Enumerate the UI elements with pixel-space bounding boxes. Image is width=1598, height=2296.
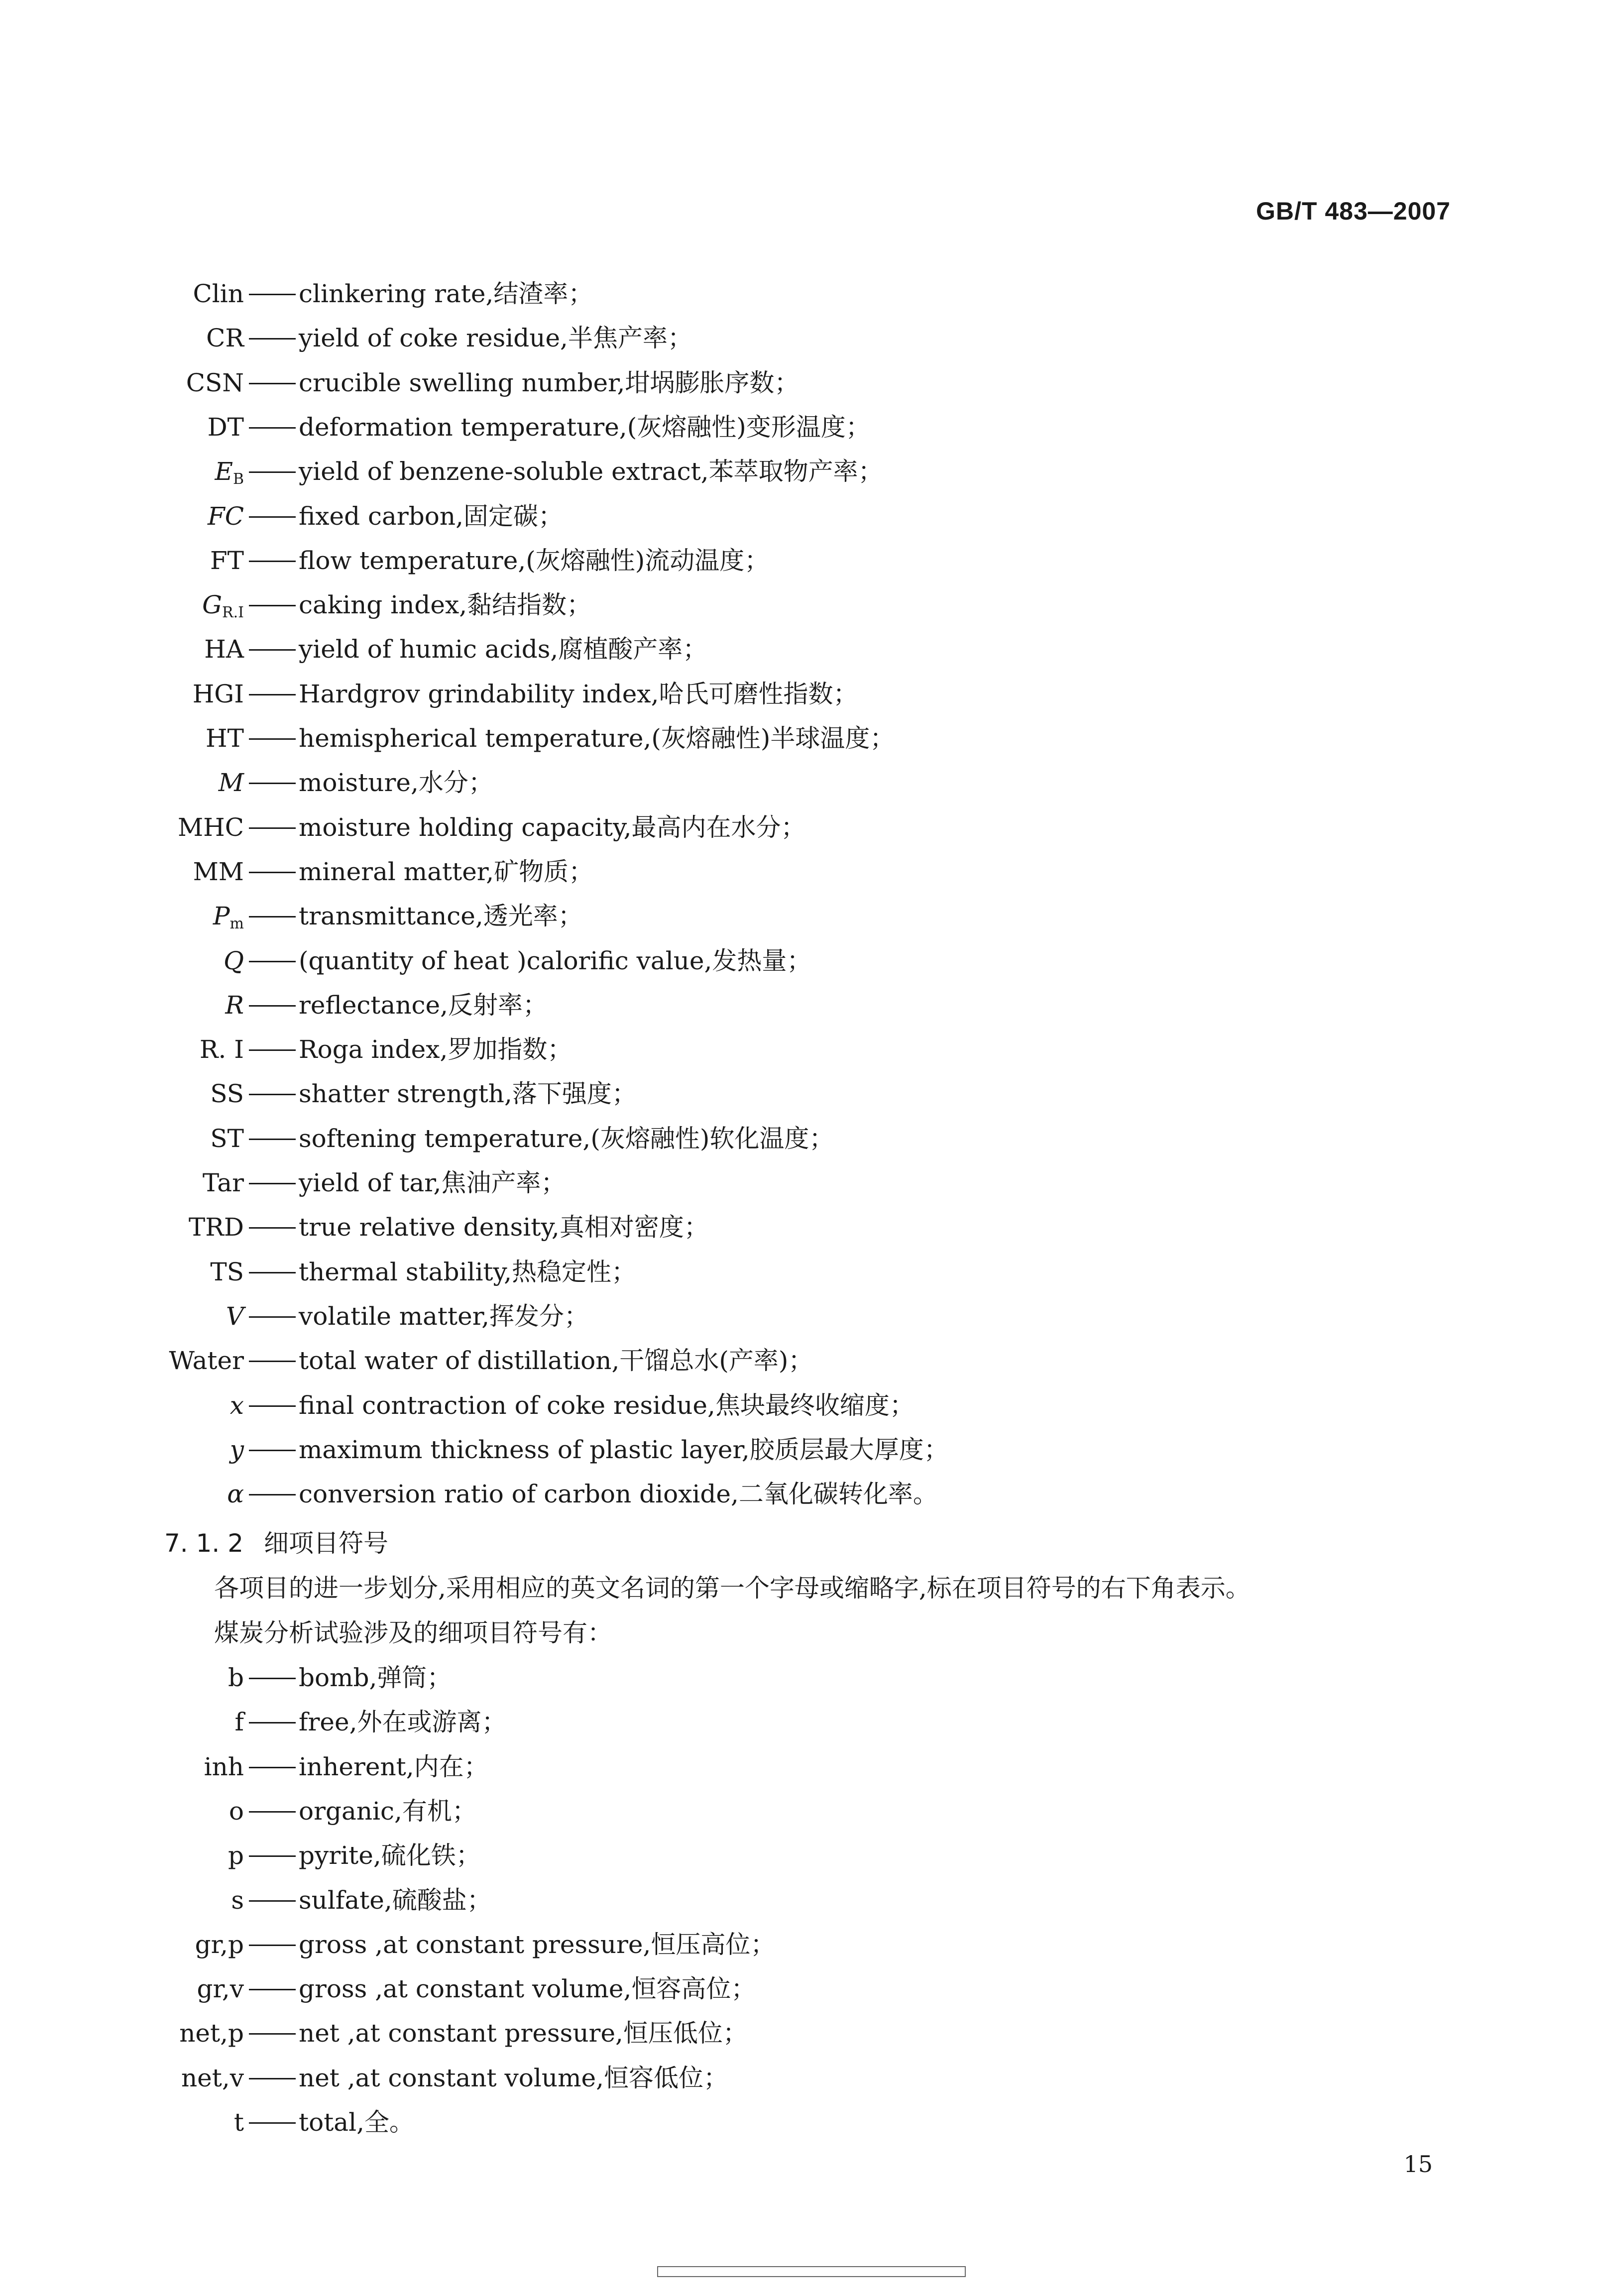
symbol-row [0, 1472, 1493, 1516]
symbol-description: maximum thickness of plastic layer,胶质层最大厚度； [299, 1435, 949, 1464]
symbol-description: fixed carbon,固定碳； [299, 501, 563, 531]
em-dash-rule [249, 1767, 296, 1768]
symbol: MM [193, 857, 244, 886]
section-heading [164, 1521, 388, 1566]
em-dash-rule [249, 1272, 296, 1273]
symbol: ST [210, 1124, 244, 1153]
symbol: α [227, 1480, 244, 1509]
section-number: 7. 1. 2 [164, 1529, 244, 1558]
symbol-row [0, 271, 1493, 316]
em-dash-rule [249, 961, 296, 962]
em-dash-rule [249, 872, 296, 873]
em-dash-rule [249, 1722, 296, 1723]
symbol-description: crucible swelling number,坩埚膨胀序数； [299, 368, 799, 397]
symbol-description: volatile matter,挥发分； [299, 1301, 589, 1331]
symbol-row [0, 849, 1493, 894]
symbol-row [0, 894, 1493, 938]
symbol-description: gross ,at constant pressure,恒压高位； [299, 1930, 776, 1959]
symbol: DT [207, 412, 244, 442]
symbol: HGI [192, 679, 244, 708]
symbol-row [0, 1427, 1493, 1472]
symbol: V [226, 1301, 244, 1331]
em-dash-rule [249, 2033, 296, 2035]
em-dash-rule [249, 1139, 296, 1140]
page-number: 15 [1403, 2151, 1433, 2178]
sub-symbol-row [0, 2100, 1493, 2145]
symbol-row [0, 316, 1493, 360]
em-dash-rule [249, 2122, 296, 2124]
symbol-description: softening temperature,(灰熔融性)软化温度； [299, 1124, 834, 1153]
em-dash-rule [249, 1405, 296, 1407]
em-dash-rule [249, 694, 296, 695]
sub-symbol-row [0, 2056, 1493, 2100]
em-dash-rule [249, 1094, 296, 1095]
sub-symbol-row [0, 1878, 1493, 1923]
sub-symbol-row [0, 1966, 1493, 2011]
symbol-description: shatter strength,落下强度； [299, 1079, 637, 1109]
symbol: Tar [202, 1168, 244, 1197]
em-dash-rule [249, 649, 296, 651]
symbol: $P_m$ [213, 902, 244, 933]
sub-symbol-row [0, 1700, 1493, 1744]
symbol-description: inherent,内在； [299, 1752, 489, 1781]
sub-symbol-row [0, 1744, 1493, 1789]
em-dash-rule [249, 1183, 296, 1184]
symbol-row [0, 1071, 1493, 1116]
symbol-row [0, 494, 1493, 539]
standard-code: GB/T 483—2007 [1256, 197, 1451, 225]
em-dash-rule [249, 738, 296, 740]
symbol-row [0, 1027, 1493, 1072]
symbol: t [233, 2108, 244, 2137]
em-dash-rule [249, 1811, 296, 1813]
symbol: Water [169, 1346, 244, 1376]
symbol-description: total,全。 [299, 2108, 414, 2137]
em-dash-rule [249, 1855, 296, 1857]
symbol: CR [206, 324, 244, 353]
sub-symbol-row [0, 1655, 1493, 1700]
symbol-description: moisture,水分； [299, 768, 493, 798]
symbol: y [229, 1435, 244, 1464]
symbol-description: thermal stability,热稳定性； [299, 1257, 637, 1286]
symbol: f [234, 1708, 244, 1737]
em-dash-rule [249, 1227, 296, 1229]
symbol-description: flow temperature,(灰熔融性)流动温度； [299, 546, 770, 575]
symbol-description: true relative density,真相对密度； [299, 1213, 709, 1242]
symbol-row [0, 449, 1493, 494]
symbol-row [0, 716, 1493, 761]
section-paragraph-1: 各项目的进一步划分,采用相应的英文名词的第一个字母或缩略字,标在项目符号的右下角表示。 [214, 1574, 1251, 1603]
symbol-description: organic,有机； [299, 1796, 477, 1826]
em-dash-rule [249, 1316, 296, 1318]
symbol: HT [206, 724, 244, 753]
symbol-row [0, 672, 1493, 716]
symbol-description: yield of benzene-soluble extract,苯萃取物产率； [299, 457, 883, 486]
symbol: $E_B$ [215, 457, 244, 488]
symbol: TRD [188, 1213, 244, 1242]
em-dash-rule [249, 383, 296, 384]
symbol-description: (quantity of heat )calorific value,发热量； [299, 946, 812, 975]
symbol: R [225, 990, 244, 1020]
symbol: Q [224, 946, 244, 975]
footer-watermark-bar [657, 2266, 966, 2277]
symbol-description: pyrite,硫化铁； [299, 1841, 481, 1870]
em-dash-rule [249, 605, 296, 606]
em-dash-rule [249, 561, 296, 562]
symbol-description: Hardgrov grindability index,哈氏可磨性指数； [299, 679, 858, 708]
symbol: x [229, 1390, 244, 1420]
symbol: $G_{R.I}$ [202, 590, 244, 622]
symbol-description: transmittance,透光率； [299, 902, 583, 931]
em-dash-rule [249, 338, 296, 340]
em-dash-rule [249, 783, 296, 784]
em-dash-rule [249, 916, 296, 918]
symbol: HA [204, 635, 244, 664]
symbol-row [0, 627, 1493, 672]
symbol-description: bomb,弹筒； [299, 1663, 452, 1692]
sub-symbol-row [0, 1922, 1493, 1967]
symbol: R. I [199, 1035, 244, 1064]
symbol: M [218, 768, 244, 798]
symbol: CSN [186, 368, 244, 397]
symbol: b [228, 1663, 244, 1692]
symbol-description: final contraction of coke residue,焦块最终收缩度； [299, 1390, 914, 1420]
symbol-description: total water of distillation,干馏总水(产率)； [299, 1346, 813, 1376]
em-dash-rule [249, 1049, 296, 1051]
symbol-row [0, 1338, 1493, 1383]
symbol-row [0, 405, 1493, 450]
symbol-description: conversion ratio of carbon dioxide,二氧化碳转化率。 [299, 1480, 938, 1509]
symbol-description: yield of tar,焦油产率； [299, 1168, 566, 1197]
em-dash-rule [249, 2078, 296, 2079]
symbol: FC [208, 501, 244, 531]
symbol: net,v [181, 2063, 244, 2092]
symbol: SS [210, 1079, 244, 1109]
symbol: o [228, 1796, 244, 1826]
symbol: p [228, 1841, 244, 1870]
symbol-description: Roga index,罗加指数； [299, 1035, 572, 1064]
symbol: gr,v [197, 1974, 244, 2004]
symbol: s [231, 1885, 244, 1915]
symbol: gr,p [195, 1930, 244, 1959]
symbol-description: clinkering rate,结渣率； [299, 279, 593, 308]
symbol-row [0, 582, 1493, 627]
symbol-row [0, 760, 1493, 805]
symbol-description: yield of coke residue,半焦产率； [299, 324, 692, 353]
em-dash-rule [249, 1989, 296, 1990]
symbol-description: reflectance,反射率； [299, 990, 548, 1020]
symbol-row [0, 360, 1493, 405]
em-dash-rule [249, 1005, 296, 1007]
symbol-description: free,外在或游离； [299, 1708, 507, 1737]
symbol: inh [204, 1752, 244, 1781]
symbol-description: net ,at constant pressure,恒压低位； [299, 2019, 748, 2048]
symbol: Clin [193, 279, 244, 308]
symbol-row [0, 1160, 1493, 1205]
symbol-description: gross ,at constant volume,恒容高位； [299, 1974, 756, 2004]
symbol-description: sulfate,硫酸盐； [299, 1885, 492, 1915]
em-dash-rule [249, 1450, 296, 1451]
sub-symbol-row [0, 2011, 1493, 2056]
symbol-row [0, 538, 1493, 583]
em-dash-rule [249, 1494, 296, 1495]
symbol-row [0, 1205, 1493, 1250]
em-dash-rule [249, 1361, 296, 1362]
em-dash-rule [249, 1678, 296, 1679]
symbol: net,p [179, 2019, 244, 2048]
symbol-description: net ,at constant volume,恒容低位； [299, 2063, 728, 2092]
symbol-description: hemispherical temperature,(灰熔融性)半球温度； [299, 724, 895, 753]
sub-symbol-row [0, 1833, 1493, 1878]
symbol: MHC [177, 812, 244, 842]
symbol-row [0, 1294, 1493, 1339]
symbol-row [0, 1383, 1493, 1428]
em-dash-rule [249, 1900, 296, 1902]
symbol-description: mineral matter,矿物质； [299, 857, 594, 886]
section-paragraph-2: 煤炭分析试验涉及的细项目符号有： [214, 1618, 612, 1647]
symbol-row [0, 938, 1493, 983]
em-dash-rule [249, 1945, 296, 1946]
em-dash-rule [249, 827, 296, 829]
symbol: TS [210, 1257, 244, 1286]
em-dash-rule [249, 427, 296, 429]
em-dash-rule [249, 294, 296, 295]
em-dash-rule [249, 471, 296, 473]
symbol-row [0, 1250, 1493, 1294]
symbol-description: moisture holding capacity,最高内在水分； [299, 812, 806, 842]
em-dash-rule [249, 516, 296, 518]
symbol-description: caking index,黏结指数； [299, 590, 592, 620]
section-title: 细项目符号 [264, 1529, 388, 1558]
symbol-description: yield of humic acids,腐植酸产率； [299, 635, 708, 664]
sub-symbol-row [0, 1789, 1493, 1834]
symbol: FT [210, 546, 244, 575]
symbol-row [0, 983, 1493, 1028]
symbol-row [0, 1116, 1493, 1161]
symbol-row [0, 805, 1493, 850]
symbol-description: deformation temperature,(灰熔融性)变形温度； [299, 412, 871, 442]
